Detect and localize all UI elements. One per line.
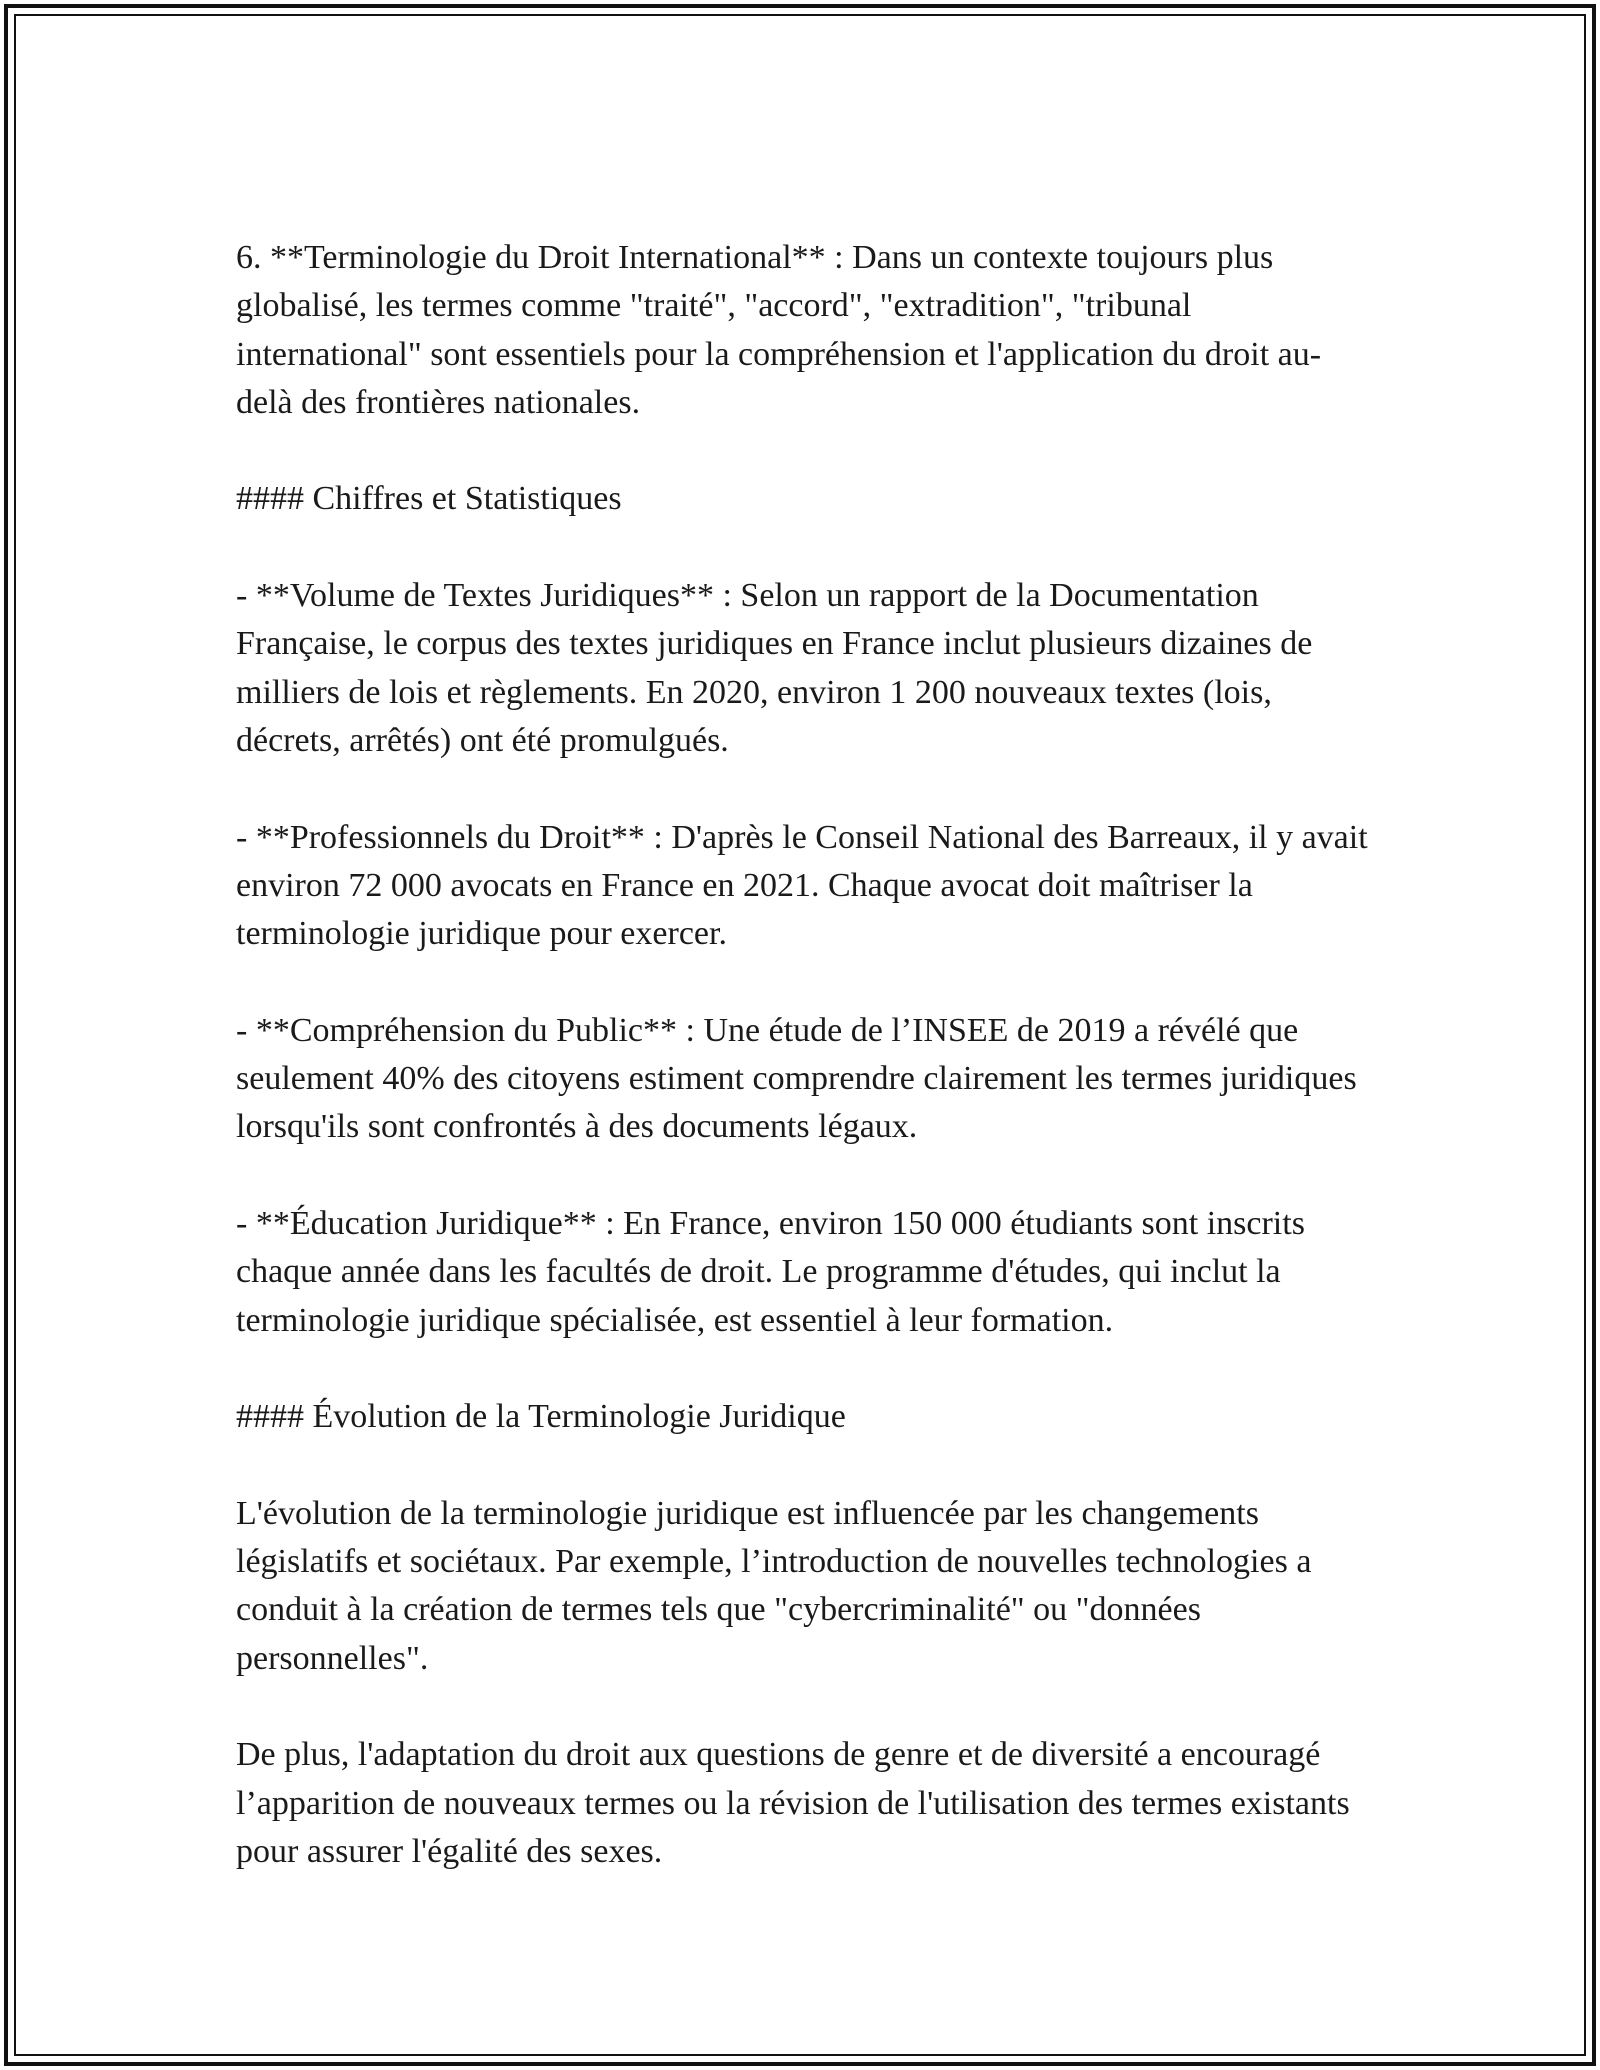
list-item-legal-texts-volume: - **Volume de Textes Juridiques** : Selon un rapport de la Documentation Française, le corpus des textes juridiques en France inclut plusieurs dizaines de milliers de lois et règlements. En 2020, environ 1 200 nouveaux textes (lois, décrets, arrêtés) ont été promulgués. <box>236 577 1313 759</box>
paragraph-evolution-gender-diversity: De plus, l'adaptation du droit aux questions de genre et de diversité a encouragé l’apparition de nouveaux termes ou la révision de l'utilisation des termes existants pour assurer l'égalité des sexes. <box>236 1736 1350 1870</box>
list-item-legal-education: - **Éducation Juridique** : En France, environ 150 000 étudiants sont inscrits chaque année dans les facultés de droit. Le programme d'études, qui inclut la terminologie juridique spécialisée, est essentiel à leur formation. <box>236 1204 1305 1339</box>
list-item-public-understanding: - **Compréhension du Public** : Une étude de l’INSEE de 2019 a révélé que seulement 40% des citoyens estiment comprendre clairement les termes juridiques lorsqu'ils sont confrontés à des documents légaux. <box>236 1011 1357 1146</box>
list-item-legal-professionals: - **Professionnels du Droit** : D'après le Conseil National des Barreaux, il y avait environ 72 000 avocats en France en 2021. Chaque avocat doit maîtriser la terminologie juridique pour exercer. <box>236 818 1368 953</box>
paragraph-evolution-technology: L'évolution de la terminologie juridique est influencée par les changements législatifs et sociétaux. Par exemple, l’introduction de nouvelles technologies a conduit à la création de termes tels que "cybercriminalité" ou "données personnelles". <box>236 1494 1312 1677</box>
heading-terminology-evolution: #### Évolution de la Terminologie Juridique <box>236 1398 846 1436</box>
document-body <box>236 234 1376 1876</box>
paragraph-international-law-terminology: 6. **Terminologie du Droit International** : Dans un contexte toujours plus globalisé, les termes comme "traité", "accord", "extradition", "tribunal international" sont essentiels pour la compréhension et l'application du droit au-delà des frontières nationales. <box>236 239 1322 421</box>
heading-figures-statistics: #### Chiffres et Statistiques <box>236 480 622 518</box>
